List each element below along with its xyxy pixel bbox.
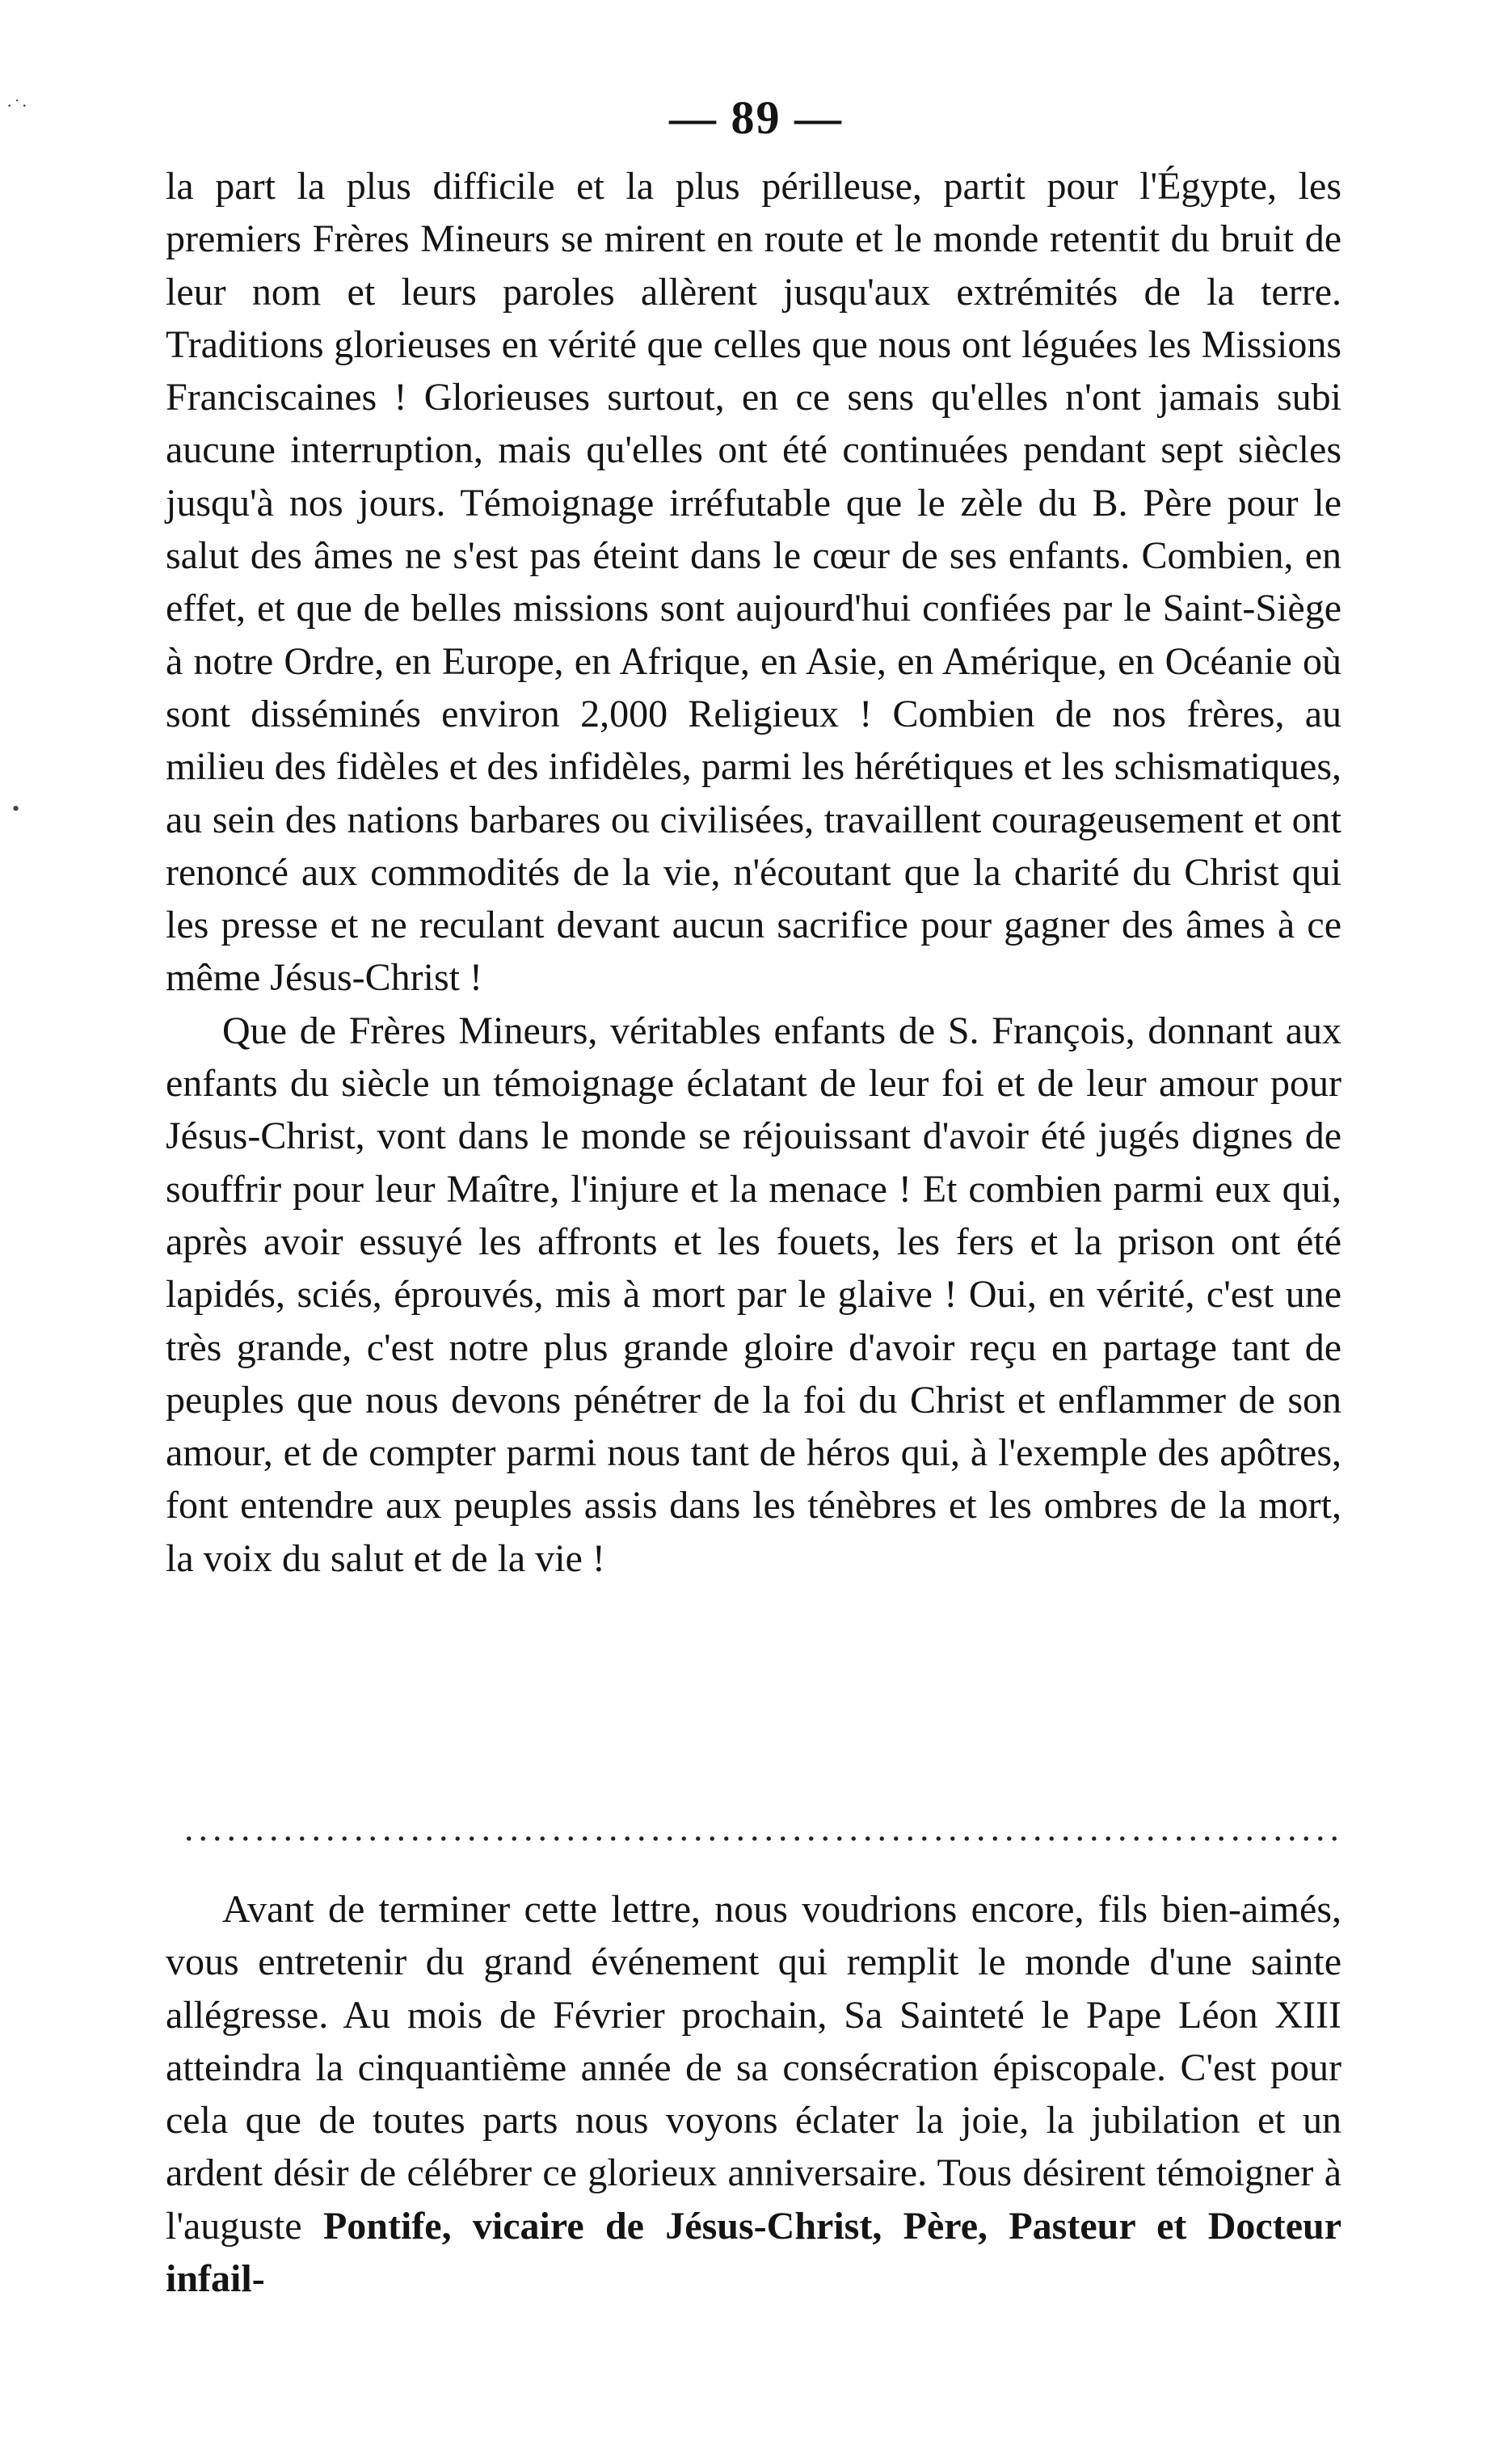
paragraph: Que de Frères Mineurs, véritables enfants de S. François, donnant aux enfants du siècle un témoignage éclatant de leur foi et de leur amour pour Jésus-Christ, vont dans le monde se réjouissant d'avoir été jugés dignes de souffrir pour leur Maître, l'injure et la menace ! Et combien parmi eux qui, après avoir essuyé les affronts et les fouets, les fers et la prison ont été lapidés, sciés, éprouvés, mis à mort par le glaive ! Oui, en vérité, c'est une très grande, c'est notre plus grande gloire d'avoir reçu en partage tant de peuples que nous devons pénétrer de la foi du Christ et enflammer de son amour, et de compter parmi nous tant de héros qui, à l'exemple des apôtres, font entendre aux peuples assis dans les ténèbres et les ombres de la mort, la voix du salut et de la vie ! — [166, 1009, 1341, 1580]
scan-speck: • — [12, 797, 20, 820]
paragraph-text: Avant de terminer cette lettre, nous voudrions encore, fils bien-aimés, vous entretenir du grand événement qui remplit le monde d'une sainte allégresse. Au mois de Février prochain, Sa Sainteté le Pape Léon XIII atteindra la cinquantième année de sa consécration épiscopale. C'est pour cela que de toutes parts nous voyons éclater la joie, la jubilation et un ardent désir de célébrer ce glorieux anniversaire. Tous désirent témoigner à l'auguste — [166, 1888, 1341, 2248]
paragraph-continued: la part la plus difficile et la plus périlleuse, partit pour l'Égypte, les premiers Frères Mineurs se mirent en route et le monde retentit du bruit de leur nom et leurs paroles allèrent jusqu'aux extrémités de la terre. Traditions glorieuses en vérité que celles que nous ont léguées les Missions Franciscaines ! Glorieuses surtout, en ce sens qu'elles n'ont jamais subi aucune interruption, mais qu'elles ont été continuées pendant sept siècles jusqu'à nos jours. Témoignage irréfutable que le zèle du B. Père pour le salut des âmes ne s'est pas éteint dans le cœur de ses enfants. Combien, en effet, et que de belles missions sont aujourd'hui confiées par le Saint-Siège à notre Ordre, en Europe, en Afrique, en Asie, en Amérique, en Océanie où sont disséminés environ 2,000 Religieux ! Combien de nos frères, au milieu des fidèles et des infidèles, parmi les hérétiques et les schismatiques, au sein des nations barbares ou civilisées, travaillent courageusement et ont renoncé aux commodités de la vie, n'écoutant que la charité du Christ qui les presse et ne reculant devant aucun sacrifice pour gagner des âmes à ce même Jésus-Christ ! — [166, 165, 1341, 1000]
body-text-upper — [166, 160, 1341, 1585]
scan-speck: ·˙· — [6, 95, 29, 116]
section-separator-dots — [182, 1835, 1346, 1843]
paragraph — [166, 1883, 1341, 2305]
body-text-lower — [166, 1883, 1341, 2305]
bold-final-line: Pontife, vicaire de Jésus-Christ, Père, Pasteur et Docteur infail- — [166, 2204, 1342, 2301]
page-number: — 89 — — [669, 91, 843, 144]
